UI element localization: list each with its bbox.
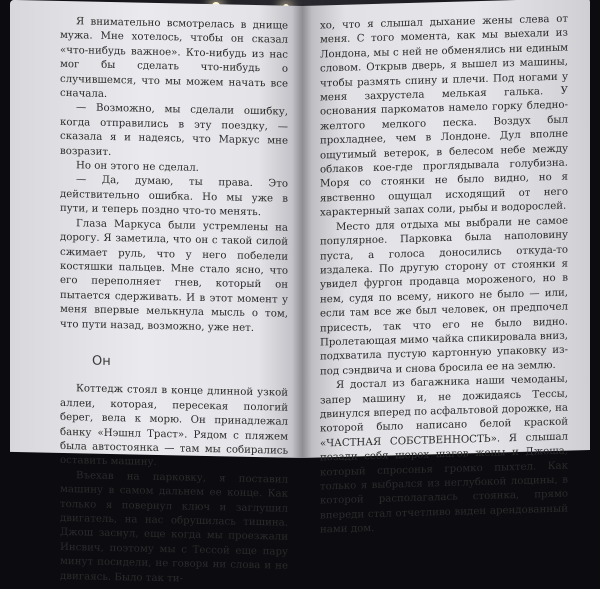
paragraph: Глаза Маркуса были устремлены на дорогу. Я заметила, что он с такой силой сжимает руль, что у него побелели костяшки пальцев. Мне стало ясно, что его переполняет гнев, который он пытается сдерживать. И в этот момент у меня впервые мелькнула мысль о том, что пути назад, возможно, уже нет. bbox=[60, 217, 288, 334]
left-page-text bbox=[60, 15, 288, 589]
paragraph: Место для отдыха мы выбрали не самое популярное. Парковка была наполовину пуста, а голоса доносились откуда-то издалека. По другую сторону от стоянки я увидел фургон продавца мороженого, но в нем, судя по всему, никого не было — или, если там все же был человек, он предпочел присесть, так что его не было видно. Пролетающая мимо чайка спикировала вниз, подхватила пустую картонную упаковку из-под сэндвича и снова бросила ее на землю. bbox=[320, 215, 568, 378]
paragraph: Въехав на парковку, я поставил машину в самом дальнем ее конце. Как только я повернул ключ и заглушил двигатель, на нас обрушилась тишина. Джош заснул, еще когда мы проезжали Инсвич, поэтому мы с Тессой еще пару минут посидели, не говоря ни слова и не двигаясь. Было так ти- bbox=[60, 470, 288, 585]
right-page bbox=[302, 0, 590, 536]
paragraph: — Возможно, мы сделали ошибку, когда отправились в эту поездку, — сказала я и надеясь, что Маркус мне возразит. bbox=[60, 102, 288, 158]
paragraph: хо, что я слышал дыхание жены слева от меня. С того момента, как мы выехали из Лондона, мы с ней не обменялись ни единым словом. Открыв дверь, я вышел из машины, чтобы размять спину и плечи. Под ногами у меня захрустела мелькая галька. У основания паркоматов намело горку бледно-желтого мелкого песка. Воздух был прохладнее, чем в Лондоне. Дул вполне ощутимый ветерок, в белесом небе между облаков кое-где проглядывала голубизна. Моря со стоянки не было видно, но я явственно ощущал исходящий от него характерный запах соли, рыбы и водорослей. bbox=[320, 13, 568, 219]
paragraph: Но он этого не сделал. bbox=[76, 160, 199, 174]
paragraph: Коттедж стоял в конце длинной узкой аллеи, которая, пересекая пологий берег, вела к морю. Он принадлежал банку «Нэшнл Траст». Рядом с пляжем была автостоянка — там мы собирались оставить машину. bbox=[60, 383, 288, 469]
paragraph: Я внимательно всмотрелась в днище мужа. Мне хотелось, чтобы он сказал «что-нибудь важное». Кто-нибудь из нас мог бы сделать что-нибудь о случившемся, что мы можем начать все сначала. bbox=[60, 16, 288, 100]
open-book bbox=[10, 6, 590, 585]
right-page-text bbox=[320, 13, 568, 539]
paragraph: — Да, думаю, ты права. Это действительно ошибка. Но мы уже в пути, и теперь поздно что-то менять. bbox=[60, 174, 288, 219]
left-page bbox=[10, 0, 302, 585]
section-heading: Он bbox=[92, 353, 111, 369]
paragraph: Я достал из багажника наши чемоданы, запер машину и, не дожидаясь Тессы, двинулся вперед по асфальтовой дорожке, на которой было написано белой краской «ЧАСТНАЯ СОБСТВЕННОСТЬ». Я слышал позади себя шорох шагов жены и Джоша, который спросонья громко пыхтел. Как только я выбрался из неглубокой лощины, в которой располагалась стоянка, прямо впереди стал отчетливо виден арендованный нами дом. bbox=[320, 373, 568, 536]
